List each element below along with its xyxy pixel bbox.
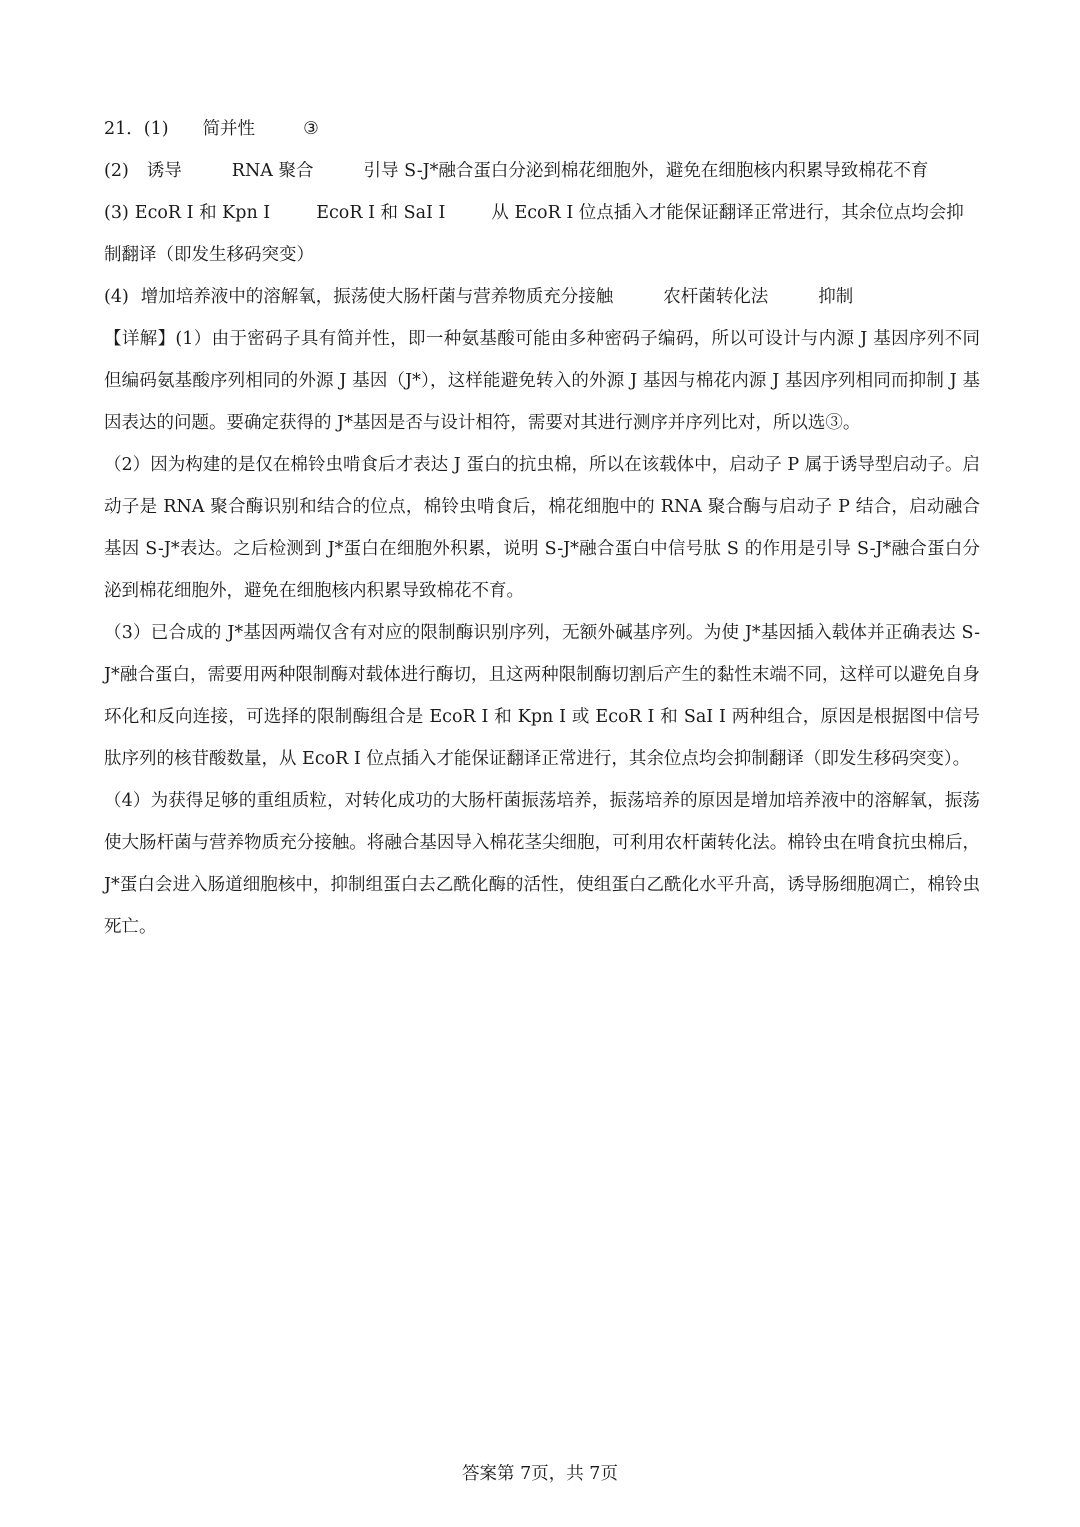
answer-text: 增加培养液中的溶解氧，振荡使大肠杆菌与营养物质充分接触 xyxy=(140,287,614,307)
answer-text: RNA 聚合 xyxy=(231,161,314,181)
explanation-paragraph-2: （2）因为构建的是仅在棉铃虫啃食后才表达 J 蛋白的抗虫棉，所以在该载体中，启动子 P 属于诱导型启动子。启动子是 RNA 聚合酶识别和结合的位点，棉铃虫啃食后，棉花细胞中的 RNA 聚合酶与启动子 P 结合，启动融合基因 S-J*表达。之后检测到 J*蛋白在细胞外积累，说明 S-J*融合蛋白中信号肽 S 的作用是引导 S-J*融合蛋白分泌到棉花细胞外，避免在细胞核内积累导致棉花不育。 xyxy=(104,455,980,601)
answer-line-4 xyxy=(104,276,980,318)
page-footer: 答案第 7页，共 7页 xyxy=(462,1464,618,1484)
question-number: (4) xyxy=(104,287,129,307)
answer-text: 简并性 xyxy=(202,119,256,139)
answer-text: 诱导 xyxy=(146,161,182,181)
answer-text: 从 EcoR I 位点插入才能保证翻译正常进行，其余位点均会抑 xyxy=(491,203,964,223)
answer-text: EcoR I 和 Kpn I xyxy=(134,203,271,223)
answer-text: 抑制 xyxy=(818,287,854,307)
answer-text: 农杆菌转化法 xyxy=(663,287,769,307)
explanation-paragraph-3: （3）已合成的 J*基因两端仅含有对应的限制酶识别序列，无额外碱基序列。为使 J*基因插入载体并正确表达 S-J*融合蛋白，需要用两种限制酶对载体进行酶切，且这两种限制酶切割后产生的黏性末端不同，这样可以避免自身环化和反向连接，可选择的限制酶组合是 EcoR I 和 Kpn I 或 EcoR I 和 SaI I 两种组合，原因是根据图中信号肽序列的核苷酸数量，从 EcoR I 位点插入才能保证翻译正常进行，其余位点均会抑制翻译（即发生移码突变）。 xyxy=(104,623,980,769)
answer-text: 引导 S-J*融合蛋白分泌到棉花细胞外，避免在细胞核内积累导致棉花不育 xyxy=(363,161,929,181)
answer-content xyxy=(104,108,980,948)
answer-line-3 xyxy=(104,192,980,234)
answer-text: ③ xyxy=(303,119,319,139)
answer-line-3-continued: 制翻译（即发生移码突变） xyxy=(104,245,314,265)
answer-line-1 xyxy=(104,108,980,150)
question-number: 21．(1) xyxy=(104,119,169,139)
answer-line-2 xyxy=(104,150,980,192)
explanation-paragraph-4: （4）为获得足够的重组质粒，对转化成功的大肠杆菌振荡培养，振荡培养的原因是增加培养液中的溶解氧，振荡使大肠杆菌与营养物质充分接触。将融合基因导入棉花茎尖细胞，可利用农杆菌转化法。棉铃虫在啃食抗虫棉后，J*蛋白会进入肠道细胞核中，抑制组蛋白去乙酰化酶的活性，使组蛋白乙酰化水平升高，诱导肠细胞凋亡，棉铃虫死亡。 xyxy=(104,791,980,937)
answer-text: EcoR I 和 SaI I xyxy=(316,203,446,223)
question-number: (2) xyxy=(104,161,129,181)
question-number: (3) xyxy=(104,203,129,223)
explanation-paragraph-1: 【详解】(1）由于密码子具有简并性，即一种氨基酸可能由多种密码子编码，所以可设计与内源 J 基因序列不同但编码氨基酸序列相同的外源 J 基因（J*），这样能避免转入的外源 J 基因与棉花内源 J 基因序列相同而抑制 J 基因表达的问题。要确定获得的 J*基因是否与设计相符，需要对其进行测序并序列比对，所以选③。 xyxy=(104,329,980,433)
